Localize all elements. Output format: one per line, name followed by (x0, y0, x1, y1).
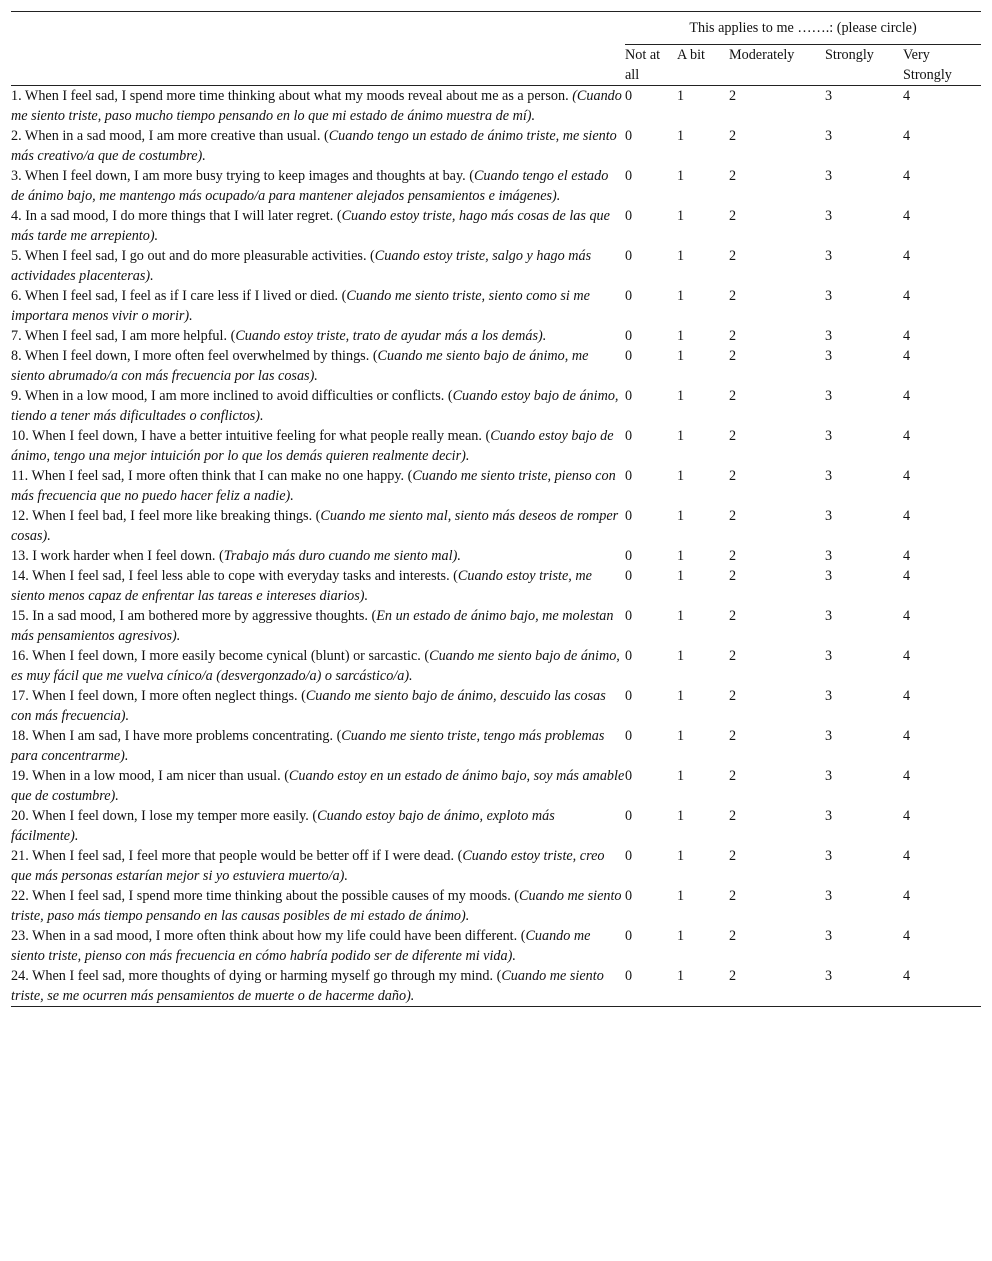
item-open-paren: ( (219, 548, 224, 564)
rating-option-0[interactable]: 0 (625, 548, 633, 564)
rating-option-0[interactable]: 0 (625, 88, 633, 104)
rating-option-1[interactable]: 1 (677, 928, 685, 944)
rating-option-0[interactable]: 0 (625, 648, 633, 664)
rating-option-2[interactable]: 2 (729, 348, 737, 364)
item-english: 2. When in a sad mood, I am more creative than usual. (11, 128, 324, 144)
item-text (11, 966, 625, 1007)
rating-option-4[interactable]: 4 (903, 428, 911, 444)
item-english: 24. When I feel sad, more thoughts of dying or harming myself go through my mind. (11, 968, 497, 984)
item-text (11, 206, 625, 246)
rating-option-4[interactable]: 4 (903, 388, 911, 404)
rating-option-3[interactable]: 3 (825, 728, 833, 744)
rating-option-0[interactable]: 0 (625, 328, 633, 344)
item-text (11, 546, 625, 566)
rating-option-2[interactable]: 2 (729, 808, 737, 824)
rating-option-1[interactable]: 1 (677, 688, 685, 704)
rating-option-2[interactable]: 2 (729, 388, 737, 404)
table-row (11, 886, 981, 926)
item-text (11, 86, 625, 127)
rating-option-2[interactable]: 2 (729, 168, 737, 184)
item-spanish: Cuando me siento triste, pienso con más frecuencia en cómo habría podido ser de diferente mi vida). (11, 928, 591, 964)
rating-option-3[interactable]: 3 (825, 328, 833, 344)
table-row (11, 726, 981, 766)
item-english: 23. When in a sad mood, I more often think about how my life could have been different. (11, 928, 521, 944)
rating-option-2[interactable]: 2 (729, 728, 737, 744)
rating-option-0[interactable]: 0 (625, 388, 633, 404)
column-header-strongly: Strongly (825, 45, 903, 86)
item-spanish: Cuando me siento triste, pienso con más frecuencia que no puedo hacer feliz a nadie). (11, 468, 616, 504)
rating-option-1[interactable]: 1 (677, 388, 685, 404)
rating-option-4[interactable]: 4 (903, 888, 911, 904)
items-body (11, 86, 981, 1007)
rating-option-3[interactable]: 3 (825, 928, 833, 944)
item-text (11, 386, 625, 426)
item-english: 18. When I am sad, I have more problems concentrating. (11, 728, 337, 744)
rating-option-4[interactable]: 4 (903, 208, 911, 224)
rating-option-0[interactable]: 0 (625, 888, 633, 904)
header-row-columns (11, 45, 981, 86)
item-text (11, 726, 625, 766)
rating-option-2[interactable]: 2 (729, 468, 737, 484)
item-spanish: Cuando tengo el estado de ánimo bajo, me mantengo más ocupado/a para mantener alejados pensamientos e imágenes). (11, 168, 609, 204)
item-text (11, 466, 625, 506)
item-open-paren: ( (469, 168, 474, 184)
rating-option-1[interactable]: 1 (677, 128, 685, 144)
rating-option-3[interactable]: 3 (825, 608, 833, 624)
rating-option-0[interactable]: 0 (625, 568, 633, 584)
item-text (11, 926, 625, 966)
rating-option-3[interactable]: 3 (825, 508, 833, 524)
item-open-paren: ( (447, 388, 453, 404)
table-row (11, 806, 981, 846)
item-open-paren: ( (312, 808, 318, 824)
rating-option-3[interactable]: 3 (825, 428, 833, 444)
item-text (11, 286, 625, 326)
rating-option-2[interactable]: 2 (729, 128, 737, 144)
rating-option-2[interactable]: 2 (729, 608, 737, 624)
item-text (11, 166, 625, 206)
rating-option-0[interactable]: 0 (625, 808, 633, 824)
item-open-paren: ( (457, 848, 463, 864)
rating-option-4[interactable]: 4 (903, 128, 911, 144)
item-open-paren: ( (370, 248, 375, 264)
item-english: 15. In a sad mood, I am bothered more by aggressive thoughts. (11, 608, 372, 624)
item-english: 16. When I feel down, I more easily become cynical (blunt) or sarcastic. (11, 648, 425, 664)
rating-option-1[interactable]: 1 (677, 288, 685, 304)
rating-option-0[interactable]: 0 (625, 768, 633, 784)
rating-option-3[interactable]: 3 (825, 568, 833, 584)
item-english: 9. When in a low mood, I am more inclined to avoid difficulties or conflicts. (11, 388, 448, 404)
item-open-paren: ( (315, 508, 321, 524)
item-text (11, 126, 625, 166)
rating-option-3[interactable]: 3 (825, 348, 833, 364)
item-english: 5. When I feel sad, I go out and do more pleasurable activities. (11, 248, 371, 264)
item-english: 11. When I feel sad, I more often think that I can make no one happy. (11, 468, 408, 484)
item-english: 6. When I feel sad, I feel as if I care less if I lived or died. (11, 288, 342, 304)
table-row (11, 606, 981, 646)
rating-option-2[interactable]: 2 (729, 688, 737, 704)
table-row (11, 926, 981, 966)
rating-option-3[interactable]: 3 (825, 388, 833, 404)
item-open-paren: ( (341, 288, 347, 304)
rating-option-2[interactable]: 2 (729, 768, 737, 784)
header-item-column (11, 45, 625, 86)
rating-option-4[interactable]: 4 (903, 928, 911, 944)
rating-option-2[interactable]: 2 (729, 548, 737, 564)
item-text (11, 766, 625, 806)
table-row (11, 166, 981, 206)
rating-option-4[interactable]: 4 (903, 288, 911, 304)
item-english: 7. When I feel sad, I am more helpful. (11, 328, 231, 344)
rating-option-1[interactable]: 1 (677, 508, 685, 524)
rating-option-0[interactable]: 0 (625, 128, 633, 144)
rating-option-0[interactable]: 0 (625, 168, 633, 184)
table-row (11, 326, 981, 346)
item-spanish: Cuando me siento bajo de ánimo, me siento abrumado/a con más frecuencia por las cosas). (11, 348, 589, 384)
item-open-paren: ( (520, 928, 526, 944)
header-empty-cell (11, 12, 625, 45)
item-spanish: (Cuando me siento triste, paso mucho tiempo pensando en lo que mi estado de ánimo muestra de mí). (11, 88, 622, 124)
item-spanish: Cuando estoy bajo de ánimo, exploto más fácilmente). (11, 808, 555, 844)
rating-option-4[interactable]: 4 (903, 608, 911, 624)
table-row (11, 846, 981, 886)
rating-option-1[interactable]: 1 (677, 768, 685, 784)
item-spanish: Cuando estoy triste, creo que más personas estarían mejor si yo estuviera muerto/a). (11, 848, 605, 884)
rating-option-3[interactable]: 3 (825, 888, 833, 904)
column-header-very-strongly: Very Strongly (903, 45, 981, 86)
item-open-paren: ( (336, 728, 342, 744)
rating-option-2[interactable]: 2 (729, 888, 737, 904)
rating-option-3[interactable]: 3 (825, 248, 833, 264)
table-row (11, 286, 981, 326)
item-text (11, 606, 625, 646)
table-row (11, 966, 981, 1007)
item-english: 1. When I feel sad, I spend more time thinking about what my moods reveal about me as a person. (11, 88, 573, 104)
rating-option-4[interactable]: 4 (903, 468, 911, 484)
item-spanish: Cuando me siento bajo de ánimo, es muy fácil que me vuelva cínico/a (desvergonzado/a) o sarcástico/a). (11, 648, 620, 684)
rating-option-4[interactable]: 4 (903, 966, 981, 1007)
rating-option-1[interactable]: 1 (677, 548, 685, 564)
table-row (11, 466, 981, 506)
table-row (11, 346, 981, 386)
item-spanish: Cuando me siento mal, siento más deseos de romper cosas). (11, 508, 619, 544)
rating-option-1[interactable]: 1 (677, 88, 685, 104)
item-english: 13. I work harder when I feel down. (11, 548, 220, 564)
item-spanish: Cuando tengo un estado de ánimo triste, me siento más creativo/a que de costumbre). (11, 128, 617, 164)
column-header-not-at-all: Not at all (625, 45, 677, 86)
item-spanish: En un estado de ánimo bajo, me molestan más pensamientos agresivos). (11, 608, 614, 644)
item-open-paren: ( (323, 128, 329, 144)
item-english: 17. When I feel down, I more often neglect things. (11, 688, 302, 704)
rating-option-0[interactable]: 0 (625, 288, 633, 304)
item-english: 8. When I feel down, I more often feel overwhelmed by things. (11, 348, 373, 364)
rating-option-3[interactable]: 3 (825, 468, 833, 484)
item-open-paren: ( (230, 328, 236, 344)
item-open-paren: ( (514, 888, 520, 904)
rating-option-1[interactable]: 1 (677, 248, 685, 264)
item-english: 12. When I feel bad, I feel more like breaking things. (11, 508, 316, 524)
item-open-paren: ( (284, 768, 289, 784)
item-english: 3. When I feel down, I am more busy trying to keep images and thoughts at bay. (11, 168, 470, 184)
item-english: 20. When I feel down, I lose my temper more easily. (11, 808, 313, 824)
item-spanish: Cuando estoy en un estado de ánimo bajo, soy más amable que de costumbre). (11, 768, 625, 804)
rating-option-4[interactable]: 4 (903, 808, 911, 824)
rating-option-2[interactable]: 2 (729, 288, 737, 304)
table-row (11, 206, 981, 246)
rating-option-4[interactable]: 4 (903, 768, 911, 784)
item-open-paren: ( (424, 648, 430, 664)
rating-option-2[interactable]: 2 (729, 928, 737, 944)
rating-option-3[interactable]: 3 (825, 168, 833, 184)
rating-option-2[interactable]: 2 (729, 648, 737, 664)
rating-option-1[interactable]: 1 (677, 888, 685, 904)
item-text (11, 246, 625, 286)
table-row (11, 546, 981, 566)
item-open-paren: ( (485, 428, 491, 444)
rating-option-4[interactable]: 4 (903, 328, 911, 344)
item-text (11, 886, 625, 926)
rating-option-3[interactable]: 3 (825, 966, 903, 1007)
item-text (11, 566, 625, 606)
item-open-paren: ( (453, 568, 458, 584)
rating-option-1[interactable]: 1 (677, 208, 685, 224)
item-text (11, 806, 625, 846)
rating-option-4[interactable]: 4 (903, 728, 911, 744)
item-text (11, 346, 625, 386)
rating-option-4[interactable]: 4 (903, 848, 911, 864)
item-english: 10. When I feel down, I have a better intuitive feeling for what people really mean. (11, 428, 486, 444)
rating-option-0[interactable]: 0 (625, 608, 633, 624)
rating-option-0[interactable]: 0 (625, 348, 633, 364)
item-open-paren: ( (301, 688, 306, 704)
rating-option-4[interactable]: 4 (903, 168, 911, 184)
questionnaire-table (11, 11, 981, 1007)
item-spanish: Cuando estoy bajo de ánimo, tengo una mejor intuición por lo que los demás quieren realmente decir). (11, 428, 614, 464)
rating-option-4[interactable]: 4 (903, 508, 911, 524)
rating-option-2[interactable]: 2 (729, 328, 737, 344)
table-row (11, 686, 981, 726)
rating-option-1[interactable]: 1 (677, 848, 685, 864)
rating-option-1[interactable]: 1 (677, 348, 685, 364)
item-spanish: Cuando estoy triste, me siento menos capaz de enfrentar las tareas e intereses diarios). (11, 568, 592, 604)
rating-option-4[interactable]: 4 (903, 688, 911, 704)
rating-option-0[interactable]: 0 (625, 428, 633, 444)
rating-option-4[interactable]: 4 (903, 548, 911, 564)
table-row (11, 386, 981, 426)
rating-option-4[interactable]: 4 (903, 568, 911, 584)
rating-option-0[interactable]: 0 (625, 508, 633, 524)
rating-option-1[interactable]: 1 (677, 328, 685, 344)
item-open-paren: ( (371, 608, 377, 624)
header-row-group (11, 12, 981, 45)
table-row (11, 246, 981, 286)
rating-option-1[interactable]: 1 (677, 468, 685, 484)
rating-option-3[interactable]: 3 (825, 848, 833, 864)
item-text (11, 846, 625, 886)
item-spanish: Cuando estoy triste, hago más cosas de las que más tarde me arrepiento). (11, 208, 610, 244)
rating-option-1[interactable]: 1 (677, 428, 685, 444)
rating-option-3[interactable]: 3 (825, 288, 833, 304)
item-text (11, 686, 625, 726)
item-spanish: Cuando me siento triste, se me ocurren más pensamientos de muerte o de hacerme daño). (11, 968, 604, 1004)
rating-option-4[interactable]: 4 (903, 88, 911, 104)
table-row (11, 126, 981, 166)
rating-option-3[interactable]: 3 (825, 768, 833, 784)
item-text (11, 506, 625, 546)
rating-option-0[interactable]: 0 (625, 248, 633, 264)
table-row (11, 566, 981, 606)
response-scale-heading: This applies to me …….: (please circle) (625, 12, 981, 45)
item-spanish: Cuando estoy triste, salgo y hago más actividades placenteras). (11, 248, 592, 284)
rating-option-2[interactable]: 2 (729, 88, 737, 104)
rating-option-3[interactable]: 3 (825, 688, 833, 704)
rating-option-1[interactable]: 1 (677, 728, 685, 744)
item-spanish: Trabajo más duro cuando me siento mal). (223, 548, 461, 564)
rating-option-2[interactable]: 2 (729, 508, 737, 524)
rating-option-2[interactable]: 2 (729, 848, 737, 864)
table-row (11, 86, 981, 127)
rating-option-0[interactable]: 0 (625, 468, 633, 484)
item-open-paren: ( (496, 968, 502, 984)
rating-option-1[interactable]: 1 (677, 648, 685, 664)
rating-option-0[interactable]: 0 (625, 208, 633, 224)
item-spanish: Cuando me siento triste, tengo más problemas para concentrarme). (11, 728, 605, 764)
rating-option-0[interactable]: 0 (625, 688, 633, 704)
item-english: 14. When I feel sad, I feel less able to cope with everyday tasks and interests. (11, 568, 454, 584)
rating-option-2[interactable]: 2 (729, 248, 737, 264)
rating-option-3[interactable]: 3 (825, 808, 833, 824)
rating-option-3[interactable]: 3 (825, 208, 833, 224)
rating-option-2[interactable]: 2 (729, 208, 737, 224)
item-english: 22. When I feel sad, I spend more time thinking about the possible causes of my moods. (11, 888, 515, 904)
rating-option-0[interactable]: 0 (625, 966, 677, 1007)
rating-option-2[interactable]: 2 (729, 568, 737, 584)
rating-option-0[interactable]: 0 (625, 928, 633, 944)
item-open-paren: ( (336, 208, 342, 224)
table-row (11, 426, 981, 466)
rating-option-3[interactable]: 3 (825, 548, 833, 564)
table-row (11, 506, 981, 546)
item-spanish: Cuando estoy triste, trato de ayudar más a los demás). (235, 328, 547, 344)
rating-option-1[interactable]: 1 (677, 168, 685, 184)
rating-option-2[interactable]: 2 (729, 428, 737, 444)
rating-option-1[interactable]: 1 (677, 568, 685, 584)
column-header-moderately: Moderately (729, 45, 825, 86)
rating-option-1[interactable]: 1 (677, 808, 685, 824)
item-spanish: Cuando estoy bajo de ánimo, tiendo a tener más dificultades o conflictos). (11, 388, 619, 424)
rating-option-1[interactable]: 1 (677, 608, 685, 624)
column-header-a-bit: A bit (677, 45, 729, 86)
rating-option-3[interactable]: 3 (825, 88, 833, 104)
rating-option-3[interactable]: 3 (825, 128, 833, 144)
item-spanish: Cuando me siento triste, paso más tiempo pensando en las causas posibles de mi estado de ánimo). (11, 888, 622, 924)
item-text (11, 426, 625, 466)
item-open-paren: ( (372, 348, 378, 364)
rating-option-2[interactable]: 2 (729, 966, 825, 1007)
item-text (11, 646, 625, 686)
item-text (11, 326, 625, 346)
table-row (11, 766, 981, 806)
rating-option-1[interactable]: 1 (677, 966, 729, 1007)
item-spanish: Cuando me siento triste, siento como si me importara menos vivir o morir). (11, 288, 590, 324)
rating-option-0[interactable]: 0 (625, 848, 633, 864)
table-row (11, 646, 981, 686)
rating-option-0[interactable]: 0 (625, 728, 633, 744)
rating-option-4[interactable]: 4 (903, 348, 911, 364)
item-spanish: Cuando me siento bajo de ánimo, descuido las cosas con más frecuencia). (11, 688, 606, 724)
item-open-paren: ( (407, 468, 413, 484)
item-english: 21. When I feel sad, I feel more that people would be better off if I were dead. (11, 848, 458, 864)
rating-option-3[interactable]: 3 (825, 648, 833, 664)
rating-option-4[interactable]: 4 (903, 248, 911, 264)
item-english: 4. In a sad mood, I do more things that I will later regret. (11, 208, 337, 224)
item-english: 19. When in a low mood, I am nicer than usual. (11, 768, 285, 784)
rating-option-4[interactable]: 4 (903, 648, 911, 664)
